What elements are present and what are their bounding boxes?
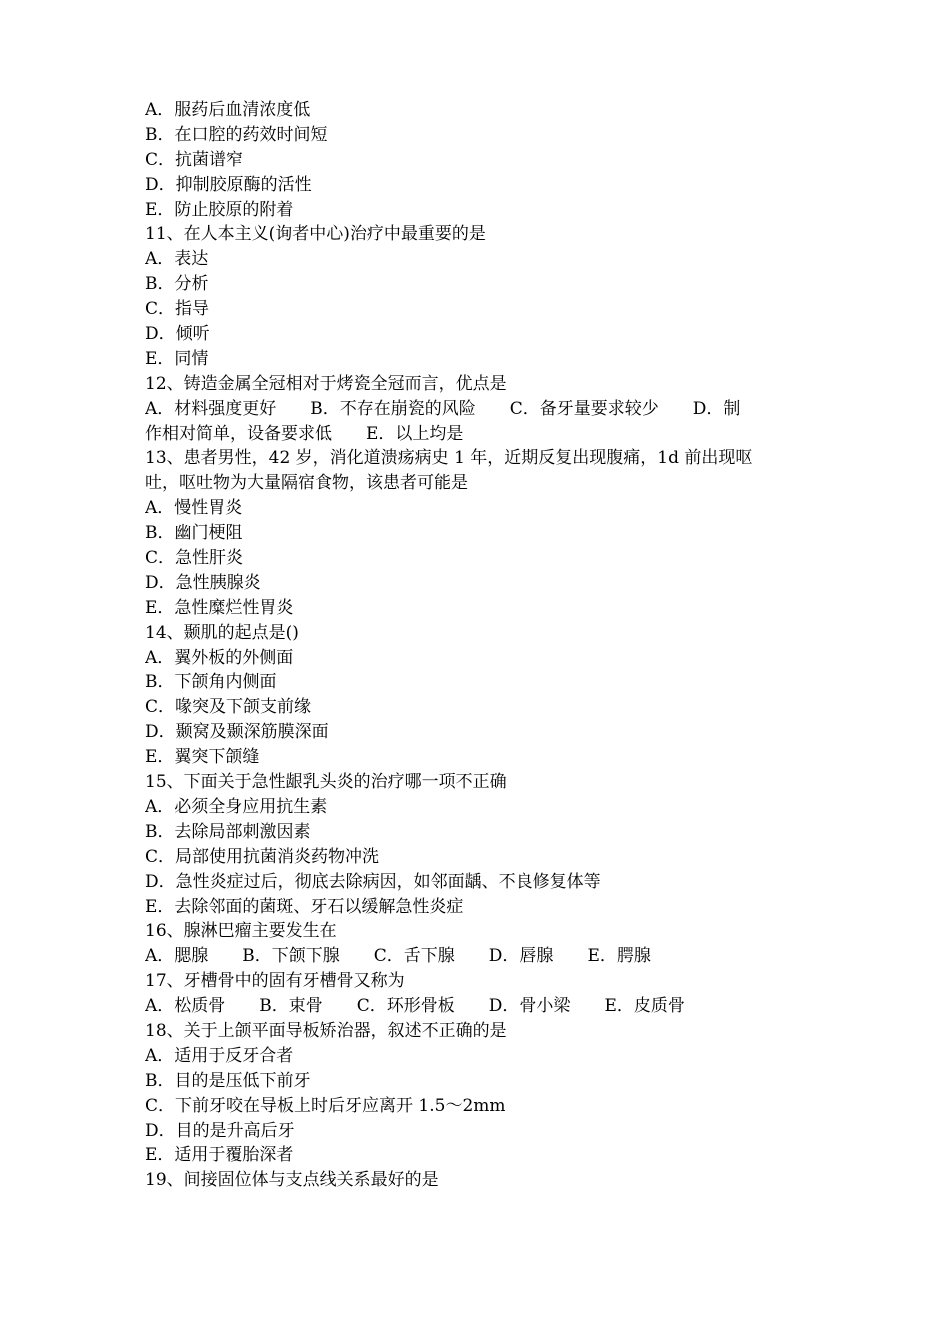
text-line: D．抑制胶原酶的活性 — [145, 174, 312, 195]
text-line: A．服药后血清浓度低 — [145, 100, 311, 120]
text-line: A．必须全身应用抗生素 — [145, 796, 328, 817]
answer-option: A．腮腺 — [145, 946, 209, 967]
text-line: C．局部使用抗菌消炎药物冲洗 — [145, 846, 380, 867]
answer-option: E．腭腺 — [587, 946, 651, 967]
text-line: A．适用于反牙合者 — [145, 1045, 294, 1066]
text-line: D．目的是升高后牙 — [145, 1120, 295, 1141]
text-line: C．抗菌谱窄 — [145, 149, 244, 170]
answer-option: D．唇腺 — [488, 946, 554, 967]
text-line: D．倾听 — [145, 324, 210, 345]
question-line: 19、间接固位体与支点线关系最好的是 — [145, 1170, 439, 1191]
question-line: 15、下面关于急性龈乳头炎的治疗哪一项不正确 — [145, 772, 507, 793]
text-line: B．下颌角内侧面 — [145, 672, 277, 693]
options-row — [145, 944, 810, 969]
question-line: 11、在人本主义(询者中心)治疗中最重要的是 — [145, 224, 486, 245]
text-line: C．下前牙咬在导板上时后牙应离开 1.5～2mm — [145, 1095, 506, 1116]
text-line: A．表达 — [145, 249, 209, 270]
text-line: 吐，呕吐物为大量隔宿食物，该患者可能是 — [145, 473, 468, 494]
question-line: 17、牙槽骨中的固有牙槽骨又称为 — [145, 971, 405, 992]
text-line: A．翼外板的外侧面 — [145, 647, 294, 668]
question-line: 12、铸造金属全冠相对于烤瓷全冠而言，优点是 — [145, 373, 507, 394]
answer-option: C．环形骨板 — [356, 996, 455, 1017]
text-line: D．颞窝及颞深筋膜深面 — [145, 722, 329, 743]
text-line: C．喙突及下颌支前缘 — [145, 697, 312, 718]
text-line: 作相对简单，设备要求低 E．以上均是 — [145, 423, 464, 444]
text-line: B．在口腔的药效时间短 — [145, 124, 328, 145]
options-row — [145, 994, 810, 1019]
answer-option: E．皮质骨 — [604, 996, 685, 1017]
text-line: D．急性炎症过后，彻底去除病因，如邻面龋、不良修复体等 — [145, 871, 601, 892]
text-line: E．翼突下颌缝 — [145, 747, 260, 768]
text-line: D．急性胰腺炎 — [145, 572, 261, 593]
question-text-block — [145, 98, 810, 1193]
text-line: A．慢性胃炎 — [145, 498, 243, 519]
text-line: B．幽门梗阻 — [145, 523, 243, 544]
question-line: 18、关于上颌平面导板矫治器，叙述不正确的是 — [145, 1020, 507, 1041]
question-line: 13、患者男性，42 岁，消化道溃疡病史 1 年，近期反复出现腹痛，1d 前出现呕 — [145, 448, 753, 469]
text-line: E．同情 — [145, 348, 209, 369]
text-line: B．分析 — [145, 274, 209, 295]
answer-option: B．下颌下腺 — [242, 946, 340, 967]
text-line: E．适用于覆胎深者 — [145, 1145, 294, 1166]
text-line: E．去除邻面的菌斑、牙石以缓解急性炎症 — [145, 896, 464, 917]
text-line: B．去除局部刺激因素 — [145, 821, 311, 842]
text-line: A．材料强度更好 B．不存在崩瓷的风险 C．备牙量要求较少 D．制 — [145, 398, 741, 419]
text-line: C．急性肝炎 — [145, 548, 244, 569]
answer-option: D．骨小梁 — [488, 996, 571, 1017]
text-line: E．防止胶原的附着 — [145, 199, 294, 220]
text-line: E．急性糜烂性胃炎 — [145, 597, 294, 618]
text-line: B．目的是压低下前牙 — [145, 1070, 311, 1091]
answer-option: B．束骨 — [259, 996, 323, 1017]
answer-option: A．松质骨 — [145, 996, 226, 1017]
text-line: C．指导 — [145, 299, 210, 320]
answer-option: C．舌下腺 — [373, 946, 455, 967]
question-line: 16、腺淋巴瘤主要发生在 — [145, 921, 337, 942]
question-line: 14、颞肌的起点是() — [145, 622, 299, 643]
